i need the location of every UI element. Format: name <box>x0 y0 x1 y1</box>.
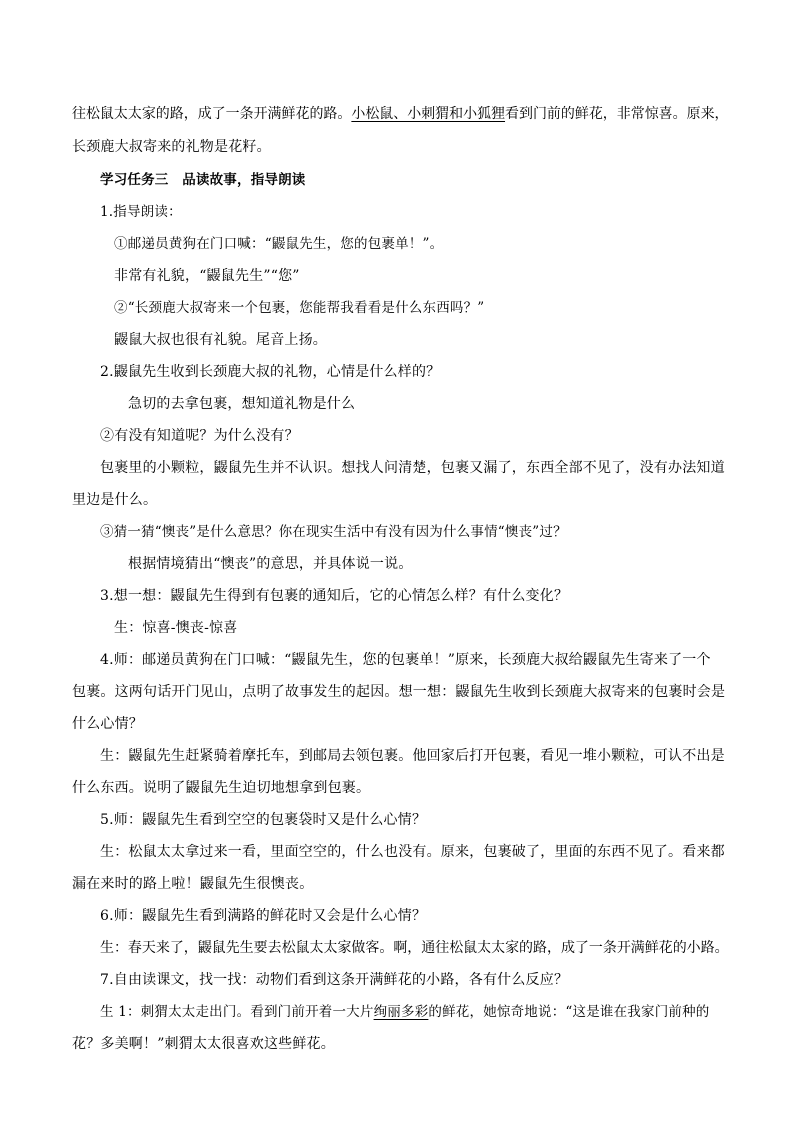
text-line <box>114 266 300 286</box>
text-line <box>128 554 413 574</box>
text-span: 非常有礼貌，“鼹鼠先生”“您” <box>114 268 300 284</box>
text-span: 6.师：鼹鼠先生看到满路的鲜花时又会是什么心情？ <box>100 908 427 924</box>
text-line <box>100 938 729 958</box>
text-span: 根据情境猜出“懊丧”的意思，并具体说一说。 <box>128 556 413 572</box>
text-line <box>100 906 426 926</box>
text-line <box>100 746 725 766</box>
text-line <box>114 618 237 638</box>
text-span: 2.鼹鼠先生收到长颈鹿大叔的礼物，心情是什么样的？ <box>100 364 441 380</box>
text-span: 生：惊喜-懊丧-惊喜 <box>114 620 238 636</box>
text-span: ①邮递员黄狗在门口喊：“鼹鼠先生，您的包裹单！”。 <box>114 236 444 252</box>
text-span: 急切的去拿包裹，想知道礼物是什么 <box>128 396 356 412</box>
text-span: 包裹。这两句话开门见山，点明了故事发生的起因。想一想：鼹鼠先生收到长颈鹿大叔寄来的包裹时会是 <box>72 684 726 700</box>
text-span: 鼹鼠大叔也很有礼貌。尾音上扬。 <box>114 332 327 348</box>
text-line <box>72 714 143 734</box>
text-line <box>100 810 426 830</box>
text-line <box>100 458 725 478</box>
text-span: 漏在来时的路上啦！鼹鼠先生很懊丧。 <box>72 876 314 892</box>
text-span: 往松鼠太太家的路，成了一条开满鲜花的路。 <box>72 106 352 122</box>
text-span: 长颈鹿大叔寄来的礼物是花籽。 <box>72 139 271 155</box>
text-span: ②“长颈鹿大叔寄来一个包裹，您能帮我看看是什么东西吗？” <box>114 300 485 316</box>
text-span: 1.指导朗读： <box>100 204 182 220</box>
text-span: 花？多美啊！”刺猬太太很喜欢这些鲜花。 <box>72 1036 335 1052</box>
underlined-text: 小松鼠、小刺猬和小狐狸 <box>351 106 506 122</box>
text-span: 3.想一想：鼹鼠先生得到有包裹的通知后，它的心情怎么样？有什么变化？ <box>100 588 569 604</box>
text-line <box>114 234 443 254</box>
text-line <box>114 330 327 350</box>
heading-text: 学习任务三 品读故事，指导朗读 <box>100 172 306 188</box>
text-line <box>100 842 725 862</box>
text-line <box>100 970 568 990</box>
text-span: 什么东西。说明了鼹鼠先生迫切地想拿到包裹。 <box>72 780 371 796</box>
text-line <box>72 874 313 894</box>
text-span: 生：春天来了，鼹鼠先生要去松鼠太太家做客。啊，通往松鼠太太家的路，成了一条开满鲜花的小路。 <box>100 940 729 956</box>
text-line <box>72 778 370 798</box>
text-line <box>72 490 157 510</box>
text-line <box>128 394 355 414</box>
text-span: ③猜一猜“懊丧”是什么意思？你在现实生活中有没有因为什么事情“懊丧”过？ <box>100 524 567 540</box>
text-span: 的鲜花，她惊奇地说：“这是谁在我家门前种的 <box>428 1004 710 1020</box>
text-line <box>72 104 729 124</box>
text-line <box>100 426 299 446</box>
text-span: 5.师：鼹鼠先生看到空空的包裹袋时又是什么心情？ <box>100 812 427 828</box>
text-line <box>100 650 711 670</box>
text-span: ②有没有知道呢？为什么没有？ <box>100 428 299 444</box>
text-span: 看到门前的鲜花，非常惊喜。原来， <box>505 106 729 122</box>
text-span: 4.师：邮递员黄狗在门口喊：“鼹鼠先生，您的包裹单！”原来，长颈鹿大叔给鼹鼠先生寄来了一个 <box>100 652 711 668</box>
text-line <box>100 362 440 382</box>
text-span: 生：松鼠太太拿过来一看，里面空空的，什么也没有。原来，包裹破了，里面的东西不见了。看来都 <box>100 844 725 860</box>
text-line <box>114 298 484 318</box>
text-line <box>100 202 182 222</box>
text-line <box>72 1034 335 1054</box>
text-line <box>100 1002 710 1022</box>
text-span: 里边是什么。 <box>72 492 158 508</box>
text-span: 生：鼹鼠先生赶紧骑着摩托车，到邮局去领包裹。他回家后打开包裹，看见一堆小颗粒，可认不出是 <box>100 748 725 764</box>
text-line <box>100 586 568 606</box>
text-line <box>72 682 725 702</box>
text-span: 什么心情？ <box>72 716 143 732</box>
text-span: 生 1：刺猬太太走出门。看到门前开着一大片 <box>100 1004 374 1020</box>
underlined-text: 绚丽多彩 <box>373 1004 429 1020</box>
section-heading <box>100 170 306 190</box>
text-span: 包裹里的小颗粒，鼹鼠先生并不认识。想找人问清楚，包裹又漏了，东西全部不见了，没有办法知道 <box>100 460 725 476</box>
text-line <box>72 137 271 157</box>
text-line <box>100 522 567 542</box>
text-span: 7.自由读课文，找一找：动物们看到这条开满鲜花的小路，各有什么反应？ <box>100 972 569 988</box>
